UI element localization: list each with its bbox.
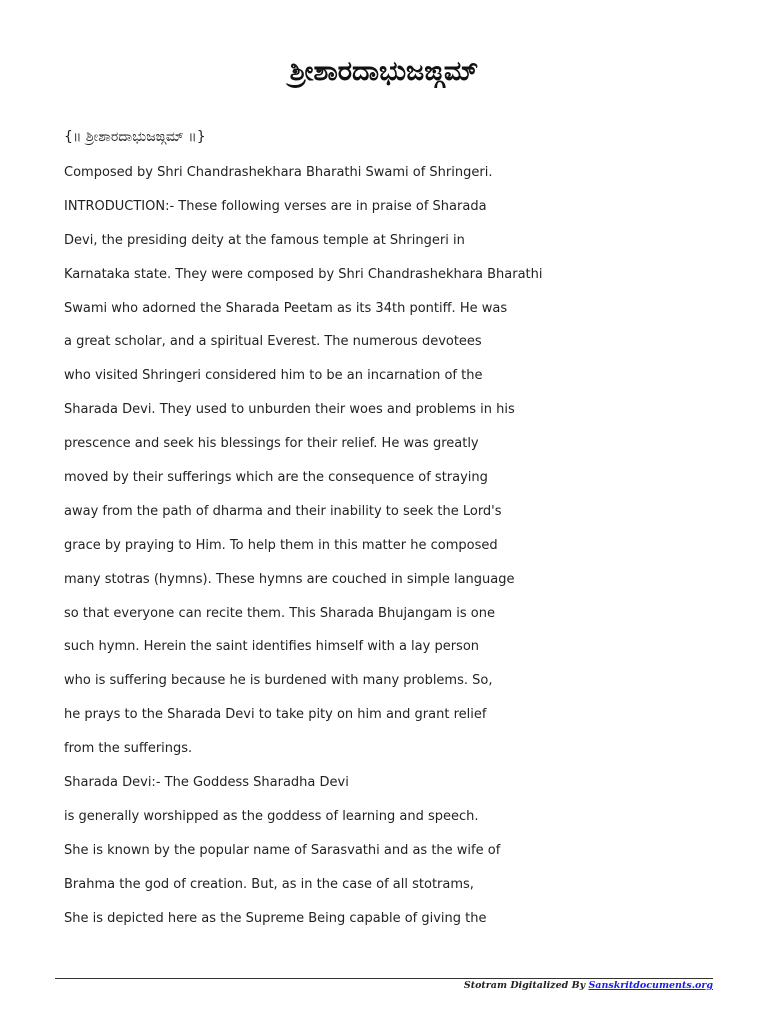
body-text-line: Devi, the presiding deity at the famous temple at Shringeri in — [64, 232, 465, 248]
body-text-line: many stotras (hymns). These hymns are couched in simple language — [64, 571, 515, 587]
body-text-line: Composed by Shri Chandrashekhara Bharathi Swami of Shringeri. — [64, 165, 493, 180]
body-text-line: who is suffering because he is burdened with many problems. So, — [64, 673, 493, 689]
body-text-line: Sharada Devi:- The Goddess Sharadha Devi — [64, 775, 349, 791]
body-text-line: who visited Shringeri considered him to be an incarnation of the — [64, 368, 483, 384]
footer-credit-link[interactable]: Sanskritdocuments.org — [588, 980, 713, 991]
body-text-line: prescence and seek his blessings for their relief. He was greatly — [64, 436, 479, 452]
body-text-line: She is known by the popular name of Sarasvathi and as the wife of — [64, 842, 501, 858]
page-subtitle: {॥ ಶ್ರೀಶಾರದಾಭುಜಙ್ಗಮ್ ॥} — [64, 129, 206, 145]
body-text-line: a great scholar, and a spiritual Everest. The numerous devotees — [64, 334, 482, 350]
footer-credit — [464, 980, 713, 991]
footer-divider — [55, 978, 713, 979]
body-text-line: Brahma the god of creation. But, as in the case of all stotrams, — [64, 876, 474, 892]
body-text-line: grace by praying to Him. To help them in this matter he composed — [64, 537, 498, 553]
body-text-line: such hymn. Herein the saint identifies himself with a lay person — [64, 639, 480, 655]
body-text-line: She is depicted here as the Supreme Being capable of giving the — [64, 910, 487, 926]
page-title: ಶ್ರೀಶಾರದಾಭುಜಙ್ಗಮ್ — [289, 56, 479, 87]
body-text-line: Karnataka state. They were composed by Shri Chandrashekhara Bharathi — [64, 266, 543, 282]
body-text-line: Swami who adorned the Sharada Peetam as its 34th pontiff. He was — [64, 300, 508, 316]
body-text-line: is generally worshipped as the goddess of learning and speech. — [64, 808, 479, 824]
body-text-line: so that everyone can recite them. This Sharada Bhujangam is one — [64, 605, 495, 621]
body-text-line: INTRODUCTION:- These following verses are in praise of Sharada — [64, 198, 487, 214]
body-text-line: away from the path of dharma and their inability to seek the Lord's — [64, 503, 502, 519]
document-body — [64, 162, 724, 941]
footer-credit-prefix: Stotram Digitalized By — [463, 980, 589, 991]
body-text-line: moved by their sufferings which are the consequence of straying — [64, 470, 488, 486]
body-text-line: he prays to the Sharada Devi to take pity on him and grant relief — [64, 707, 487, 723]
body-text-line: Sharada Devi. They used to unburden their woes and problems in his — [64, 402, 515, 418]
body-text-line: from the sufferings. — [64, 741, 193, 757]
